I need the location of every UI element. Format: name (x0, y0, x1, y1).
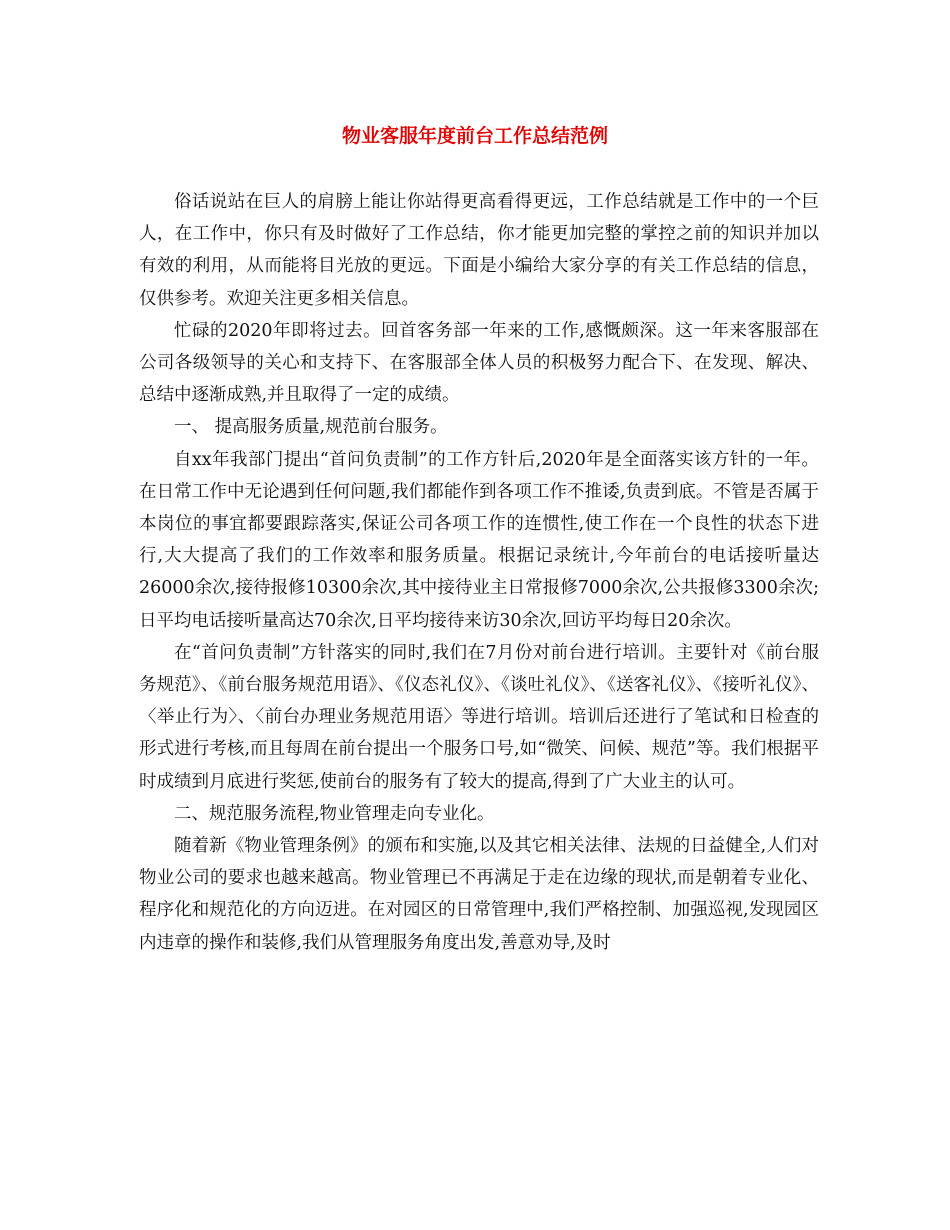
document-body (139, 186, 819, 959)
paragraph-intro: 俗话说站在巨人的肩膀上能让你站得更高看得更远，工作总结就是工作中的一个巨人，在工作中，你只有及时做好了工作总结，你才能更加完整的掌控之前的知识并加以有效的利用，从而能将目光放的更远。下面是小编给大家分享的有关工作总结的信息，仅供参考。欢迎关注更多相关信息。 (139, 192, 819, 309)
section-heading-1: 一、 提高服务质量,规范前台服务。 (174, 417, 448, 438)
document-title: 物业客服年度前台工作总结范例 (341, 125, 608, 147)
paragraph-first-responsibility: 自xx年我部门提出“首问负责制”的工作方针后,2020年是全面落实该方针的一年。在日常工作中无论遇到任何问题,我们都能作到各项工作不推诿,负责到底。不管是否属于本岗位的事宜都要跟踪落实,保证公司各项工作的连惯性,使工作在一个良性的状态下进行,大大提高了我们的工作效率和服务质量。根据记录统计,今年前台的电话接听量达26000余次,接待报修10300余次,其中接待业主日常报修7000余次,公共报修3300余次;日平均电话接听量高达70余次,日平均接待来访30余次,回访平均每日20余次。 (139, 449, 819, 631)
paragraph-regulation: 随着新《物业管理条例》的颁布和实施,以及其它相关法律、法规的日益健全,人们对物业公司的要求也越来越高。物业管理已不再满足于走在边缘的现状,而是朝着专业化、程序化和规范化的方向迈进。在对园区的日常管理中,我们严格控制、加强巡视,发现园区内违章的操作和装修,我们从管理服务角度出发,善意劝导,及时 (139, 836, 819, 953)
section-heading-2: 二、规范服务流程,物业管理走向专业化。 (174, 803, 495, 824)
paragraph-overview: 忙碌的2020年即将过去。回首客务部一年来的工作,感慨颇深。这一年来客服部在公司各级领导的关心和支持下、在客服部全体人员的积极努力配合下、在发现、解决、总结中逐渐成熟,并且取得了一定的成绩。 (139, 320, 819, 406)
paragraph-training: 在“首问负责制”方针落实的同时,我们在7月份对前台进行培训。主要针对《前台服务规范》、《前台服务规范用语》、《仪态礼仪》、《谈吐礼仪》、《送客礼仪》、《接听礼仪》、〈举止行为〉、〈前台办理业务规范用语〉等进行培训。培训后还进行了笔试和日检查的形式进行考核,而且每周在前台提出一个服务口号,如“微笑、问候、规范”等。我们根据平时成绩到月底进行奖惩,使前台的服务有了较大的提高,得到了广大业主的认可。 (139, 642, 819, 792)
